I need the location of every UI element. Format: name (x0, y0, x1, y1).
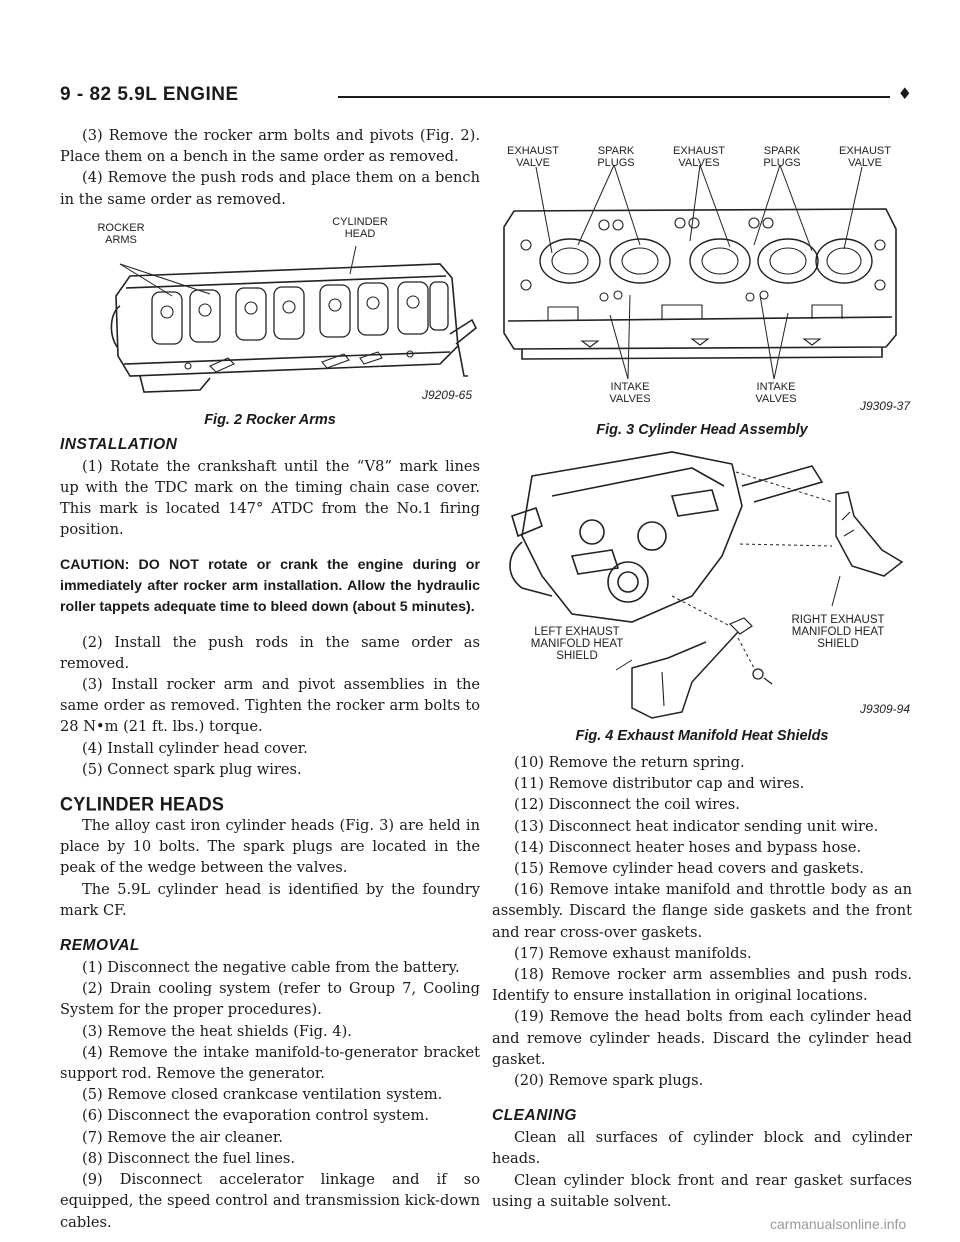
cylinder-head-drawing (492, 145, 912, 420)
paragraph: (1) Rotate the crankshaft until the “V8” mark lines up with the TDC mark on the timing chain case cover. This mark is located 147° ATDC from the No.1 firing position. (60, 457, 480, 539)
figure-4-exhaust-manifold-heat-shields (492, 446, 912, 728)
figure-caption: Fig. 2 Rocker Arms (204, 411, 336, 428)
paragraph: Clean cylinder block front and rear gasket surfaces using a suitable solvent. (492, 1171, 912, 1210)
figure-id: J9309-37 (859, 399, 910, 413)
paragraph: (19) Remove the head bolts from each cylinder head and remove cylinder heads. Discard the cylinder head gasket. (492, 1008, 912, 1068)
paragraph: (4) Remove the intake manifold-to-generator bracket support rod. Remove the generator. (60, 1043, 480, 1083)
paragraph: (3) Install rocker arm and pivot assemblies in the same order as removed. Tighten the rocker arm bolts to 28 N•m (21 ft. lbs.) torque. (60, 676, 480, 736)
paragraph: The 5.9L cylinder head is identified by the foundry mark CF. (60, 880, 480, 919)
figure-caption: Fig. 4 Exhaust Manifold Heat Shields (575, 728, 829, 744)
heat-shields-drawing (492, 446, 912, 728)
figure-2-rocker-arms (60, 216, 480, 406)
figure-3-cylinder-head-assembly (492, 145, 912, 420)
heading-cleaning: CLEANING (492, 1107, 577, 1125)
label-right-heat-shield: RIGHT EXHAUST MANIFOLD HEAT SHIELD (791, 614, 885, 650)
paragraph: (2) Drain cooling system (refer to Group 7, Cooling System for the proper procedures). (60, 980, 480, 1019)
paragraph: (16) Remove intake manifold and throttle body as an assembly. Discard the flange side gaskets and the front and rear cross-over gaskets. (492, 881, 912, 941)
paragraph: (17) Remove exhaust manifolds. (514, 944, 752, 962)
paragraph: (3) Remove the heat shields (Fig. 4). (82, 1022, 352, 1040)
paragraph: (5) Connect spark plug wires. (82, 760, 302, 778)
paragraph: (9) Disconnect accelerator linkage and if so equipped, the speed control and transmission kick-down cables. (60, 1171, 480, 1231)
paragraph: The alloy cast iron cylinder heads (Fig. 3) are held in place by 10 bolts. The spark plugs are located in the peak of the wedge between the valves. (60, 817, 480, 877)
figure-caption: Fig. 3 Cylinder Head Assembly (596, 422, 808, 438)
paragraph: (11) Remove distributor cap and wires. (514, 775, 805, 793)
paragraph: (15) Remove cylinder head covers and gaskets. (514, 860, 864, 878)
paragraph: Clean all surfaces of cylinder block and cylinder heads. (492, 1129, 912, 1168)
paragraph: (3) Remove the rocker arm bolts and pivots (Fig. 2). Place them on a bench in the same order as removed. (60, 127, 480, 166)
paragraph: (14) Disconnect heater hoses and bypass hose. (514, 838, 862, 856)
figure-id: J9309-94 (859, 702, 910, 716)
heading-cylinder-heads: CYLINDER HEADS (60, 793, 225, 815)
paragraph: (12) Disconnect the coil wires. (514, 796, 740, 814)
paragraph: (13) Disconnect heat indicator sending unit wire. (514, 817, 879, 835)
paragraph: (6) Disconnect the evaporation control system. (82, 1107, 430, 1125)
left-column (60, 125, 480, 1233)
paragraph: (5) Remove closed crankcase ventilation system. (82, 1086, 443, 1104)
label-exhaust-valves: EXHAUST VALVES (673, 145, 725, 169)
caution-note: CAUTION: DO NOT rotate or crank the engine during or immediately after rocker arm installation. Allow the hydraulic roller tappets adequate time to bleed down (about 5 minutes). (60, 556, 480, 615)
paragraph: (4) Install cylinder head cover. (82, 739, 308, 757)
paragraph: (1) Disconnect the negative cable from the battery. (82, 959, 460, 977)
label-spark-plugs-2: SPARK PLUGS (763, 145, 801, 169)
paragraph: (8) Disconnect the fuel lines. (82, 1149, 296, 1167)
figure-id: J9209-65 (421, 387, 472, 402)
label-cylinder-head: CYLINDER HEAD (332, 215, 388, 240)
label-exhaust-valve-left: EXHAUST VALVE (507, 145, 559, 169)
footer-watermark: carmanualsonline.info (770, 1216, 907, 1232)
label-exhaust-valve-right: EXHAUST VALVE (839, 145, 891, 169)
label-intake-valves-2: INTAKE VALVES (755, 381, 797, 405)
header-rule (338, 96, 890, 98)
label-left-heat-shield: LEFT EXHAUST MANIFOLD HEAT SHIELD (530, 626, 624, 662)
paragraph: (10) Remove the return spring. (514, 754, 745, 771)
paragraph: (2) Install the push rods in the same order as removed. (60, 633, 480, 672)
heading-installation: INSTALLATION (60, 435, 178, 453)
label-intake-valves-1: INTAKE VALVES (609, 381, 651, 405)
header-diamond-icon: ♦ (897, 84, 912, 103)
page-header-title: 9 - 82 5.9L ENGINE (60, 84, 239, 105)
label-spark-plugs-1: SPARK PLUGS (597, 145, 635, 169)
paragraph: (18) Remove rocker arm assemblies and push rods. Identify to ensure installation in original locations. (492, 966, 912, 1005)
heading-removal: REMOVAL (60, 937, 140, 955)
label-rocker-arms: ROCKER ARMS (97, 221, 145, 246)
paragraph: (7) Remove the air cleaner. (82, 1128, 283, 1146)
right-column (492, 145, 912, 1212)
paragraph: (4) Remove the push rods and place them on a bench in the same order as removed. (60, 169, 480, 208)
page-header (60, 84, 912, 110)
paragraph: (20) Remove spark plugs. (514, 1072, 704, 1090)
